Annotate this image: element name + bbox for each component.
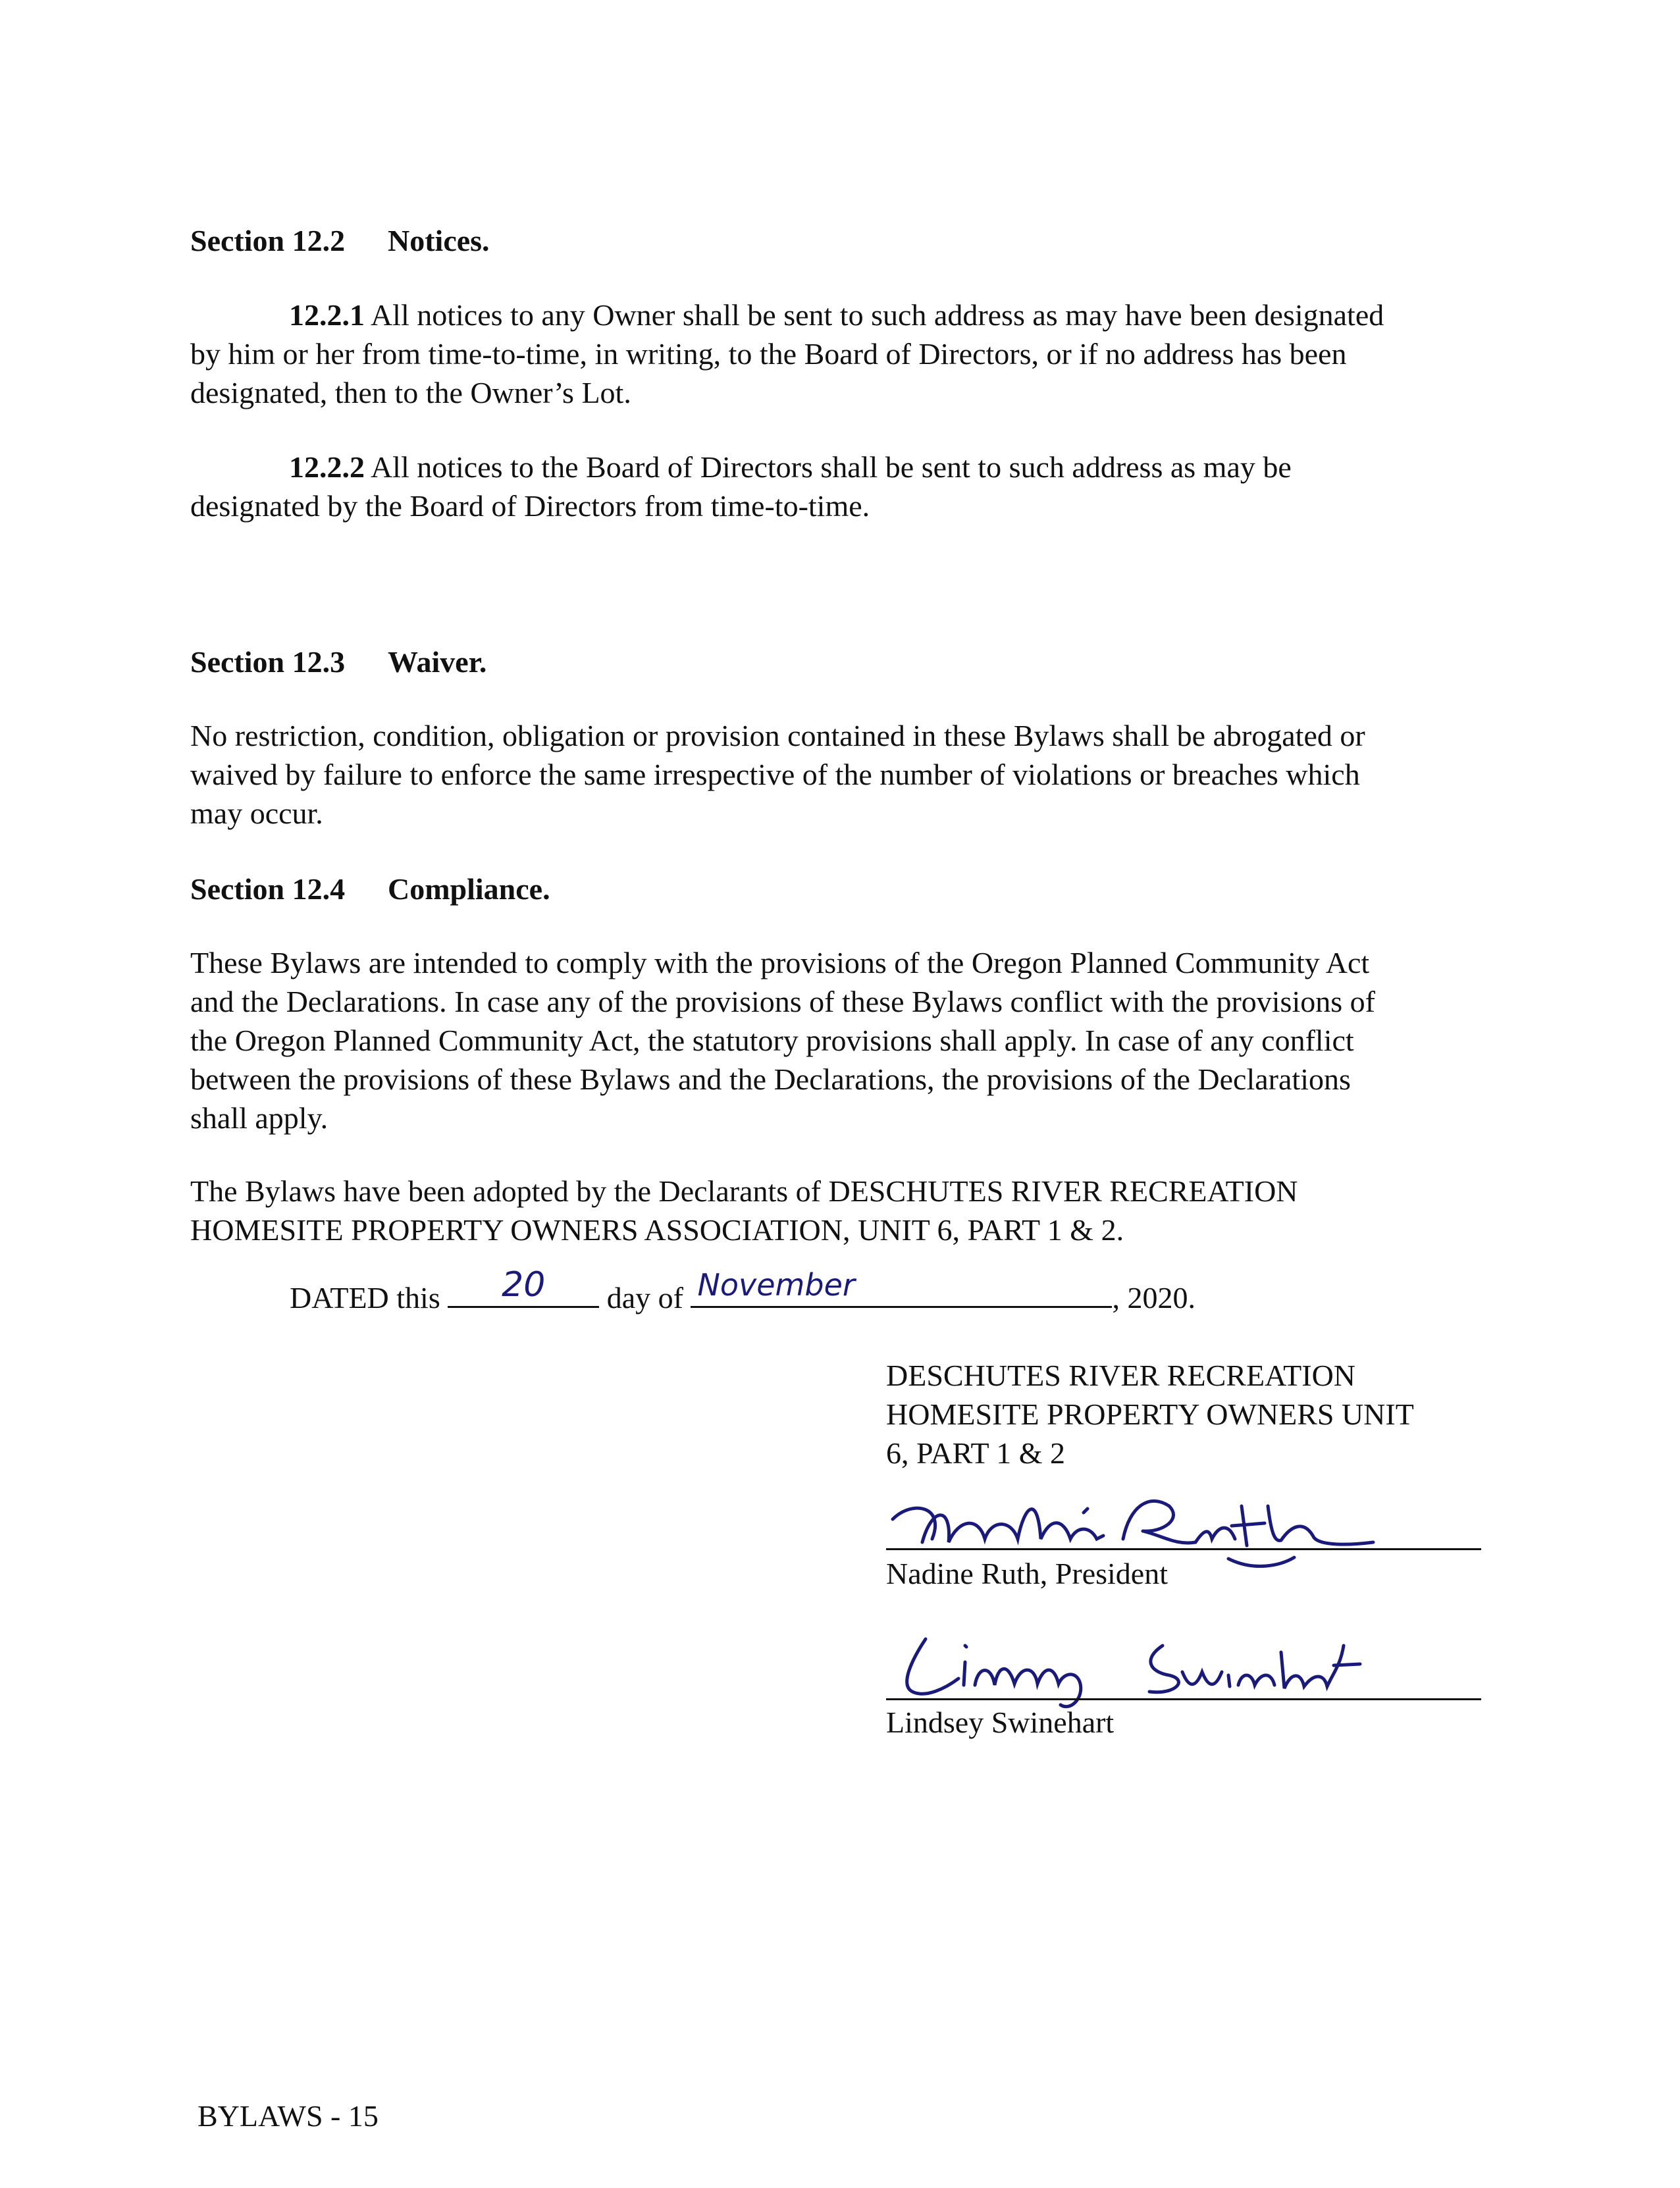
signature-line-2 bbox=[886, 1698, 1481, 1700]
paragraph-line: the Oregon Planned Community Act, the statutory provisions shall apply. In case of any conflict bbox=[190, 1024, 1354, 1057]
dated-suffix: , 2020. bbox=[1112, 1281, 1195, 1315]
section-12-3-heading bbox=[190, 647, 486, 677]
paragraph-line: 12.2.1 All notices to any Owner shall be sent to such address as may have been designated bbox=[289, 298, 1384, 332]
handwritten-day: 20 bbox=[502, 1265, 546, 1305]
paragraph-line: and the Declarations. In case any of the provisions of these Bylaws conflict with the provisions of bbox=[190, 985, 1375, 1018]
section-title: Waiver. bbox=[388, 645, 487, 679]
paragraph-number: 12.2.1 bbox=[289, 298, 365, 332]
paragraph-line: between the provisions of these Bylaws and the Declarations, the provisions of the Declarations bbox=[190, 1062, 1351, 1096]
org-line: HOMESITE PROPERTY OWNERS UNIT bbox=[886, 1397, 1414, 1431]
paragraph-12-2-1 bbox=[190, 296, 1507, 412]
paragraph-line: No restriction, condition, obligation or provision contained in these Bylaws shall be abrogated or bbox=[190, 719, 1365, 752]
paragraph-line: designated, then to the Owner’s Lot. bbox=[190, 376, 631, 409]
section-12-4-heading bbox=[190, 874, 550, 904]
signature-line-1 bbox=[886, 1548, 1481, 1550]
org-line: DESCHUTES RIVER RECREATION bbox=[886, 1359, 1356, 1392]
paragraph-line: by him or her from time-to-time, in writing, to the Board of Directors, or if no address has been bbox=[190, 337, 1347, 371]
paragraph-number: 12.2.2 bbox=[289, 450, 365, 484]
signer-2-name: Lindsey Swinehart bbox=[886, 1706, 1115, 1739]
section-title: Compliance. bbox=[388, 872, 550, 906]
org-line: 6, PART 1 & 2 bbox=[886, 1436, 1066, 1470]
section-number: Section 12.2 bbox=[190, 224, 346, 257]
day-blank bbox=[448, 1265, 599, 1308]
paragraph-line: waived by failure to enforce the same irrespective of the number of violations or breaches which bbox=[190, 758, 1360, 791]
paragraph-compliance bbox=[190, 943, 1507, 1137]
handwritten-month: November bbox=[697, 1267, 855, 1303]
adoption-statement bbox=[190, 1172, 1507, 1249]
dated-line bbox=[290, 1265, 1195, 1318]
paragraph-line: These Bylaws are intended to comply with the provisions of the Oregon Planned Community Act bbox=[190, 946, 1370, 979]
signature-lindsey-swinehart bbox=[886, 1626, 1386, 1718]
dated-prefix: DATED this bbox=[290, 1281, 440, 1315]
section-12-2-heading bbox=[190, 226, 490, 256]
signer-1-name: Nadine Ruth, President bbox=[886, 1557, 1168, 1590]
section-number: Section 12.4 bbox=[190, 872, 346, 906]
paragraph-line: shall apply. bbox=[190, 1101, 328, 1135]
paragraph-12-2-2 bbox=[190, 448, 1507, 525]
organization-block bbox=[886, 1356, 1414, 1472]
dated-middle: day of bbox=[606, 1281, 683, 1315]
paragraph-waiver bbox=[190, 716, 1507, 833]
paragraph-line: 12.2.2 All notices to the Board of Directors shall be sent to such address as may be bbox=[289, 450, 1292, 484]
section-number: Section 12.3 bbox=[190, 645, 346, 679]
paragraph-line: The Bylaws have been adopted by the Declarants of DESCHUTES RIVER RECREATION bbox=[190, 1174, 1298, 1208]
paragraph-line: may occur. bbox=[190, 796, 323, 830]
paragraph-line: HOMESITE PROPERTY OWNERS ASSOCIATION, UNIT 6, PART 1 & 2. bbox=[190, 1213, 1124, 1247]
page-footer: BYLAWS - 15 bbox=[197, 2099, 379, 2133]
paragraph-line: designated by the Board of Directors from time-to-time. bbox=[190, 489, 870, 523]
section-title: Notices. bbox=[388, 224, 490, 257]
month-blank bbox=[691, 1267, 1112, 1308]
